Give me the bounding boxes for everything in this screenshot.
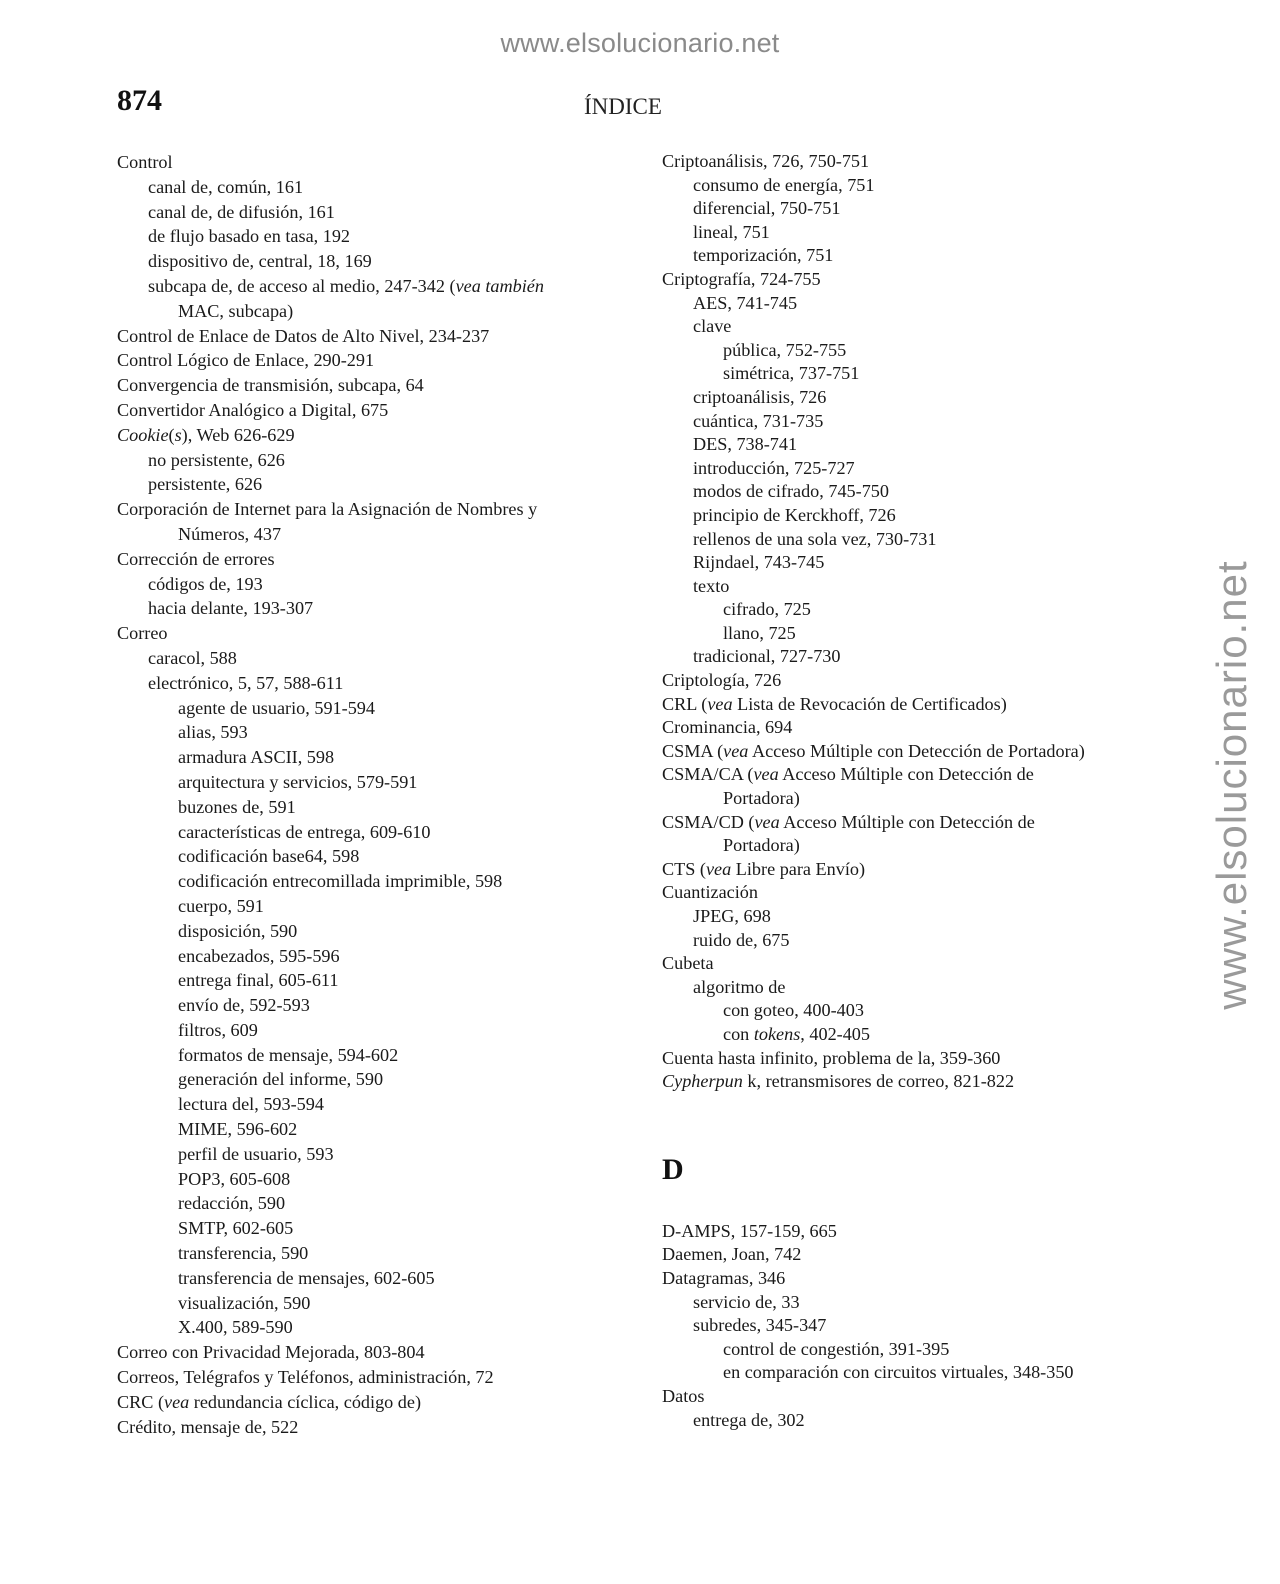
index-subentry: JPEG, 698 (693, 906, 771, 926)
index-subentry: algoritmo de (693, 976, 786, 997)
index-entry: Cuantización (662, 882, 758, 903)
index-subsubentry: con tokens, 402-405 (723, 1023, 870, 1044)
index-subentry: criptoanálisis, 726 (693, 386, 827, 407)
index-entry: Cypherpun k, retransmisores de correo, 821-822 (662, 1071, 1015, 1092)
index-column-right (662, 150, 1122, 1432)
index-entry: CTS (vea Libre para Envío) (662, 858, 866, 879)
index-entry: Crominancia, 694 (662, 717, 793, 738)
index-subsubentry: envío de, 592-593 (178, 995, 310, 1016)
index-subentry: subredes, 345-347 (693, 1315, 827, 1336)
index-subentry: no persistente, 626 (148, 449, 285, 470)
running-head: ÍNDICE (584, 94, 662, 119)
index-entry: Convertidor Analógico a Digital, 675 (117, 399, 389, 420)
section-letter-d: D (662, 1152, 684, 1186)
index-subsubentry: redacción, 590 (178, 1193, 286, 1214)
index-subentry: entrega de, 302 (693, 1409, 805, 1430)
index-subsubentry: codificación base64, 598 (178, 846, 360, 867)
index-entry-continuation: Portadora) (723, 835, 800, 856)
index-subentry: clave (693, 316, 732, 337)
index-subsubentry: codificación entrecomillada imprimible, 598 (178, 871, 503, 892)
watermark-top: www.elsolucionario.net (500, 28, 780, 58)
index-subentry: canal de, común, 161 (148, 176, 304, 197)
index-subsubentry: agente de usuario, 591-594 (178, 697, 375, 718)
index-subsubentry: arquitectura y servicios, 579-591 (178, 771, 418, 792)
index-entry: CRL (vea Lista de Revocación de Certificados) (662, 693, 1007, 714)
index-entry: Correo (117, 623, 168, 644)
index-subentry: rellenos de una sola vez, 730-731 (693, 528, 937, 549)
index-subentry: electrónico, 5, 57, 588-611 (148, 672, 344, 693)
index-subsubentry: cuerpo, 591 (178, 895, 264, 916)
index-entry: Cookie(s), Web 626-629 (117, 424, 295, 445)
index-subentry: texto (693, 575, 730, 596)
index-entry: Cubeta (662, 953, 714, 974)
index-subsubentry: transferencia de mensajes, 602-605 (178, 1267, 435, 1288)
index-subsubentry: armadura ASCII, 598 (178, 747, 335, 768)
index-subsubentry: características de entrega, 609-610 (178, 821, 431, 842)
index-entry: Control (117, 152, 173, 172)
index-entry: Corrección de errores (117, 548, 275, 569)
index-subentry: cuántica, 731-735 (693, 410, 824, 431)
page-number: 874 (117, 84, 162, 117)
index-entry: Datos (662, 1385, 705, 1406)
index-subsubentry: filtros, 609 (178, 1019, 258, 1040)
index-subsubentry: visualización, 590 (178, 1292, 311, 1313)
index-subsubentry: encabezados, 595-596 (178, 945, 340, 966)
index-entry: Crédito, mensaje de, 522 (117, 1416, 299, 1437)
index-subentry: diferencial, 750-751 (693, 198, 841, 219)
index-entry: Control de Enlace de Datos de Alto Nivel, 234-237 (117, 325, 490, 346)
index-entry: CRC (vea redundancia cíclica, código de) (117, 1391, 422, 1412)
index-subentry: hacia delante, 193-307 (148, 598, 314, 619)
index-subsubentry: simétrica, 737-751 (723, 363, 860, 384)
index-subentry: ruido de, 675 (693, 929, 790, 950)
index-entry: Correo con Privacidad Mejorada, 803-804 (117, 1342, 425, 1363)
index-entry: Criptología, 726 (662, 670, 782, 691)
index-subentry: DES, 738-741 (693, 434, 798, 455)
index-subsubentry: generación del informe, 590 (178, 1069, 384, 1090)
index-subsubentry: X.400, 589-590 (178, 1317, 293, 1338)
index-subsubentry: perfil de usuario, 593 (178, 1143, 334, 1164)
index-subsubentry: lectura del, 593-594 (178, 1094, 324, 1115)
index-subsubentry: alias, 593 (178, 722, 248, 743)
index-subsubentry: en comparación con circuitos virtuales, 348-350 (723, 1362, 1074, 1383)
index-subsubentry: cifrado, 725 (723, 599, 811, 620)
index-subentry: canal de, de difusión, 161 (148, 201, 335, 222)
index-entry: Convergencia de transmisión, subcapa, 64 (117, 375, 424, 396)
index-subentry: consumo de energía, 751 (693, 174, 875, 195)
index-entry-continuation: Números, 437 (178, 523, 282, 544)
index-entry: CSMA/CD (vea Acceso Múltiple con Detección de (662, 811, 1035, 832)
index-subentry: tradicional, 727-730 (693, 646, 841, 667)
index-subentry: introducción, 725-727 (693, 457, 855, 478)
index-subentry: persistente, 626 (148, 474, 263, 495)
index-entry: Criptografía, 724-755 (662, 268, 821, 289)
index-subentry: AES, 741-745 (693, 292, 798, 313)
index-subentry: subcapa de, de acceso al medio, 247-342 (vea también (148, 275, 544, 296)
index-subsubentry: transferencia, 590 (178, 1243, 309, 1264)
index-entry: Cuenta hasta infinito, problema de la, 359-360 (662, 1047, 1001, 1068)
index-subentry: códigos de, 193 (148, 573, 263, 594)
index-entry: Correos, Telégrafos y Teléfonos, administración, 72 (117, 1367, 494, 1388)
index-entry: Datagramas, 346 (662, 1267, 786, 1288)
index-subsubentry: POP3, 605-608 (178, 1168, 291, 1189)
index-subentry: servicio de, 33 (693, 1291, 800, 1312)
index-subsubentry: buzones de, 591 (178, 796, 296, 817)
index-entry-continuation: Portadora) (723, 788, 800, 809)
index-entry-continuation: MAC, subcapa) (178, 300, 294, 321)
index-subentry: de flujo basado en tasa, 192 (148, 226, 351, 247)
index-entry: Control Lógico de Enlace, 290-291 (117, 350, 375, 371)
watermark-side: www.elsolucionario.net (1208, 560, 1255, 1010)
index-column-left (117, 150, 597, 1439)
index-entry: Criptoanálisis, 726, 750-751 (662, 151, 870, 171)
index-entry: D-AMPS, 157-159, 665 (662, 1220, 837, 1241)
index-subentry: temporización, 751 (693, 245, 834, 266)
index-subentry: principio de Kerckhoff, 726 (693, 504, 896, 525)
index-subsubentry: pública, 752-755 (723, 339, 847, 360)
index-entry: Daemen, Joan, 742 (662, 1244, 802, 1265)
index-subsubentry: entrega final, 605-611 (178, 970, 339, 991)
index-subsubentry: SMTP, 602-605 (178, 1218, 294, 1239)
index-subsubentry: con goteo, 400-403 (723, 1000, 864, 1021)
index-subsubentry: llano, 725 (723, 622, 796, 643)
index-subentry: dispositivo de, central, 18, 169 (148, 251, 372, 272)
index-entry: CSMA (vea Acceso Múltiple con Detección de Portadora) (662, 740, 1085, 761)
index-subentry: modos de cifrado, 745-750 (693, 481, 889, 502)
index-subsubentry: disposición, 590 (178, 920, 298, 941)
index-subsubentry: control de congestión, 391-395 (723, 1338, 950, 1359)
index-entry: Corporación de Internet para la Asignación de Nombres y (117, 499, 538, 520)
index-subentry: Rijndael, 743-745 (693, 552, 825, 573)
index-subsubentry: MIME, 596-602 (178, 1119, 298, 1140)
index-subentry: caracol, 588 (148, 647, 237, 668)
index-subentry: lineal, 751 (693, 221, 770, 242)
index-entry: CSMA/CA (vea Acceso Múltiple con Detección de (662, 764, 1034, 785)
index-subsubentry: formatos de mensaje, 594-602 (178, 1044, 399, 1065)
